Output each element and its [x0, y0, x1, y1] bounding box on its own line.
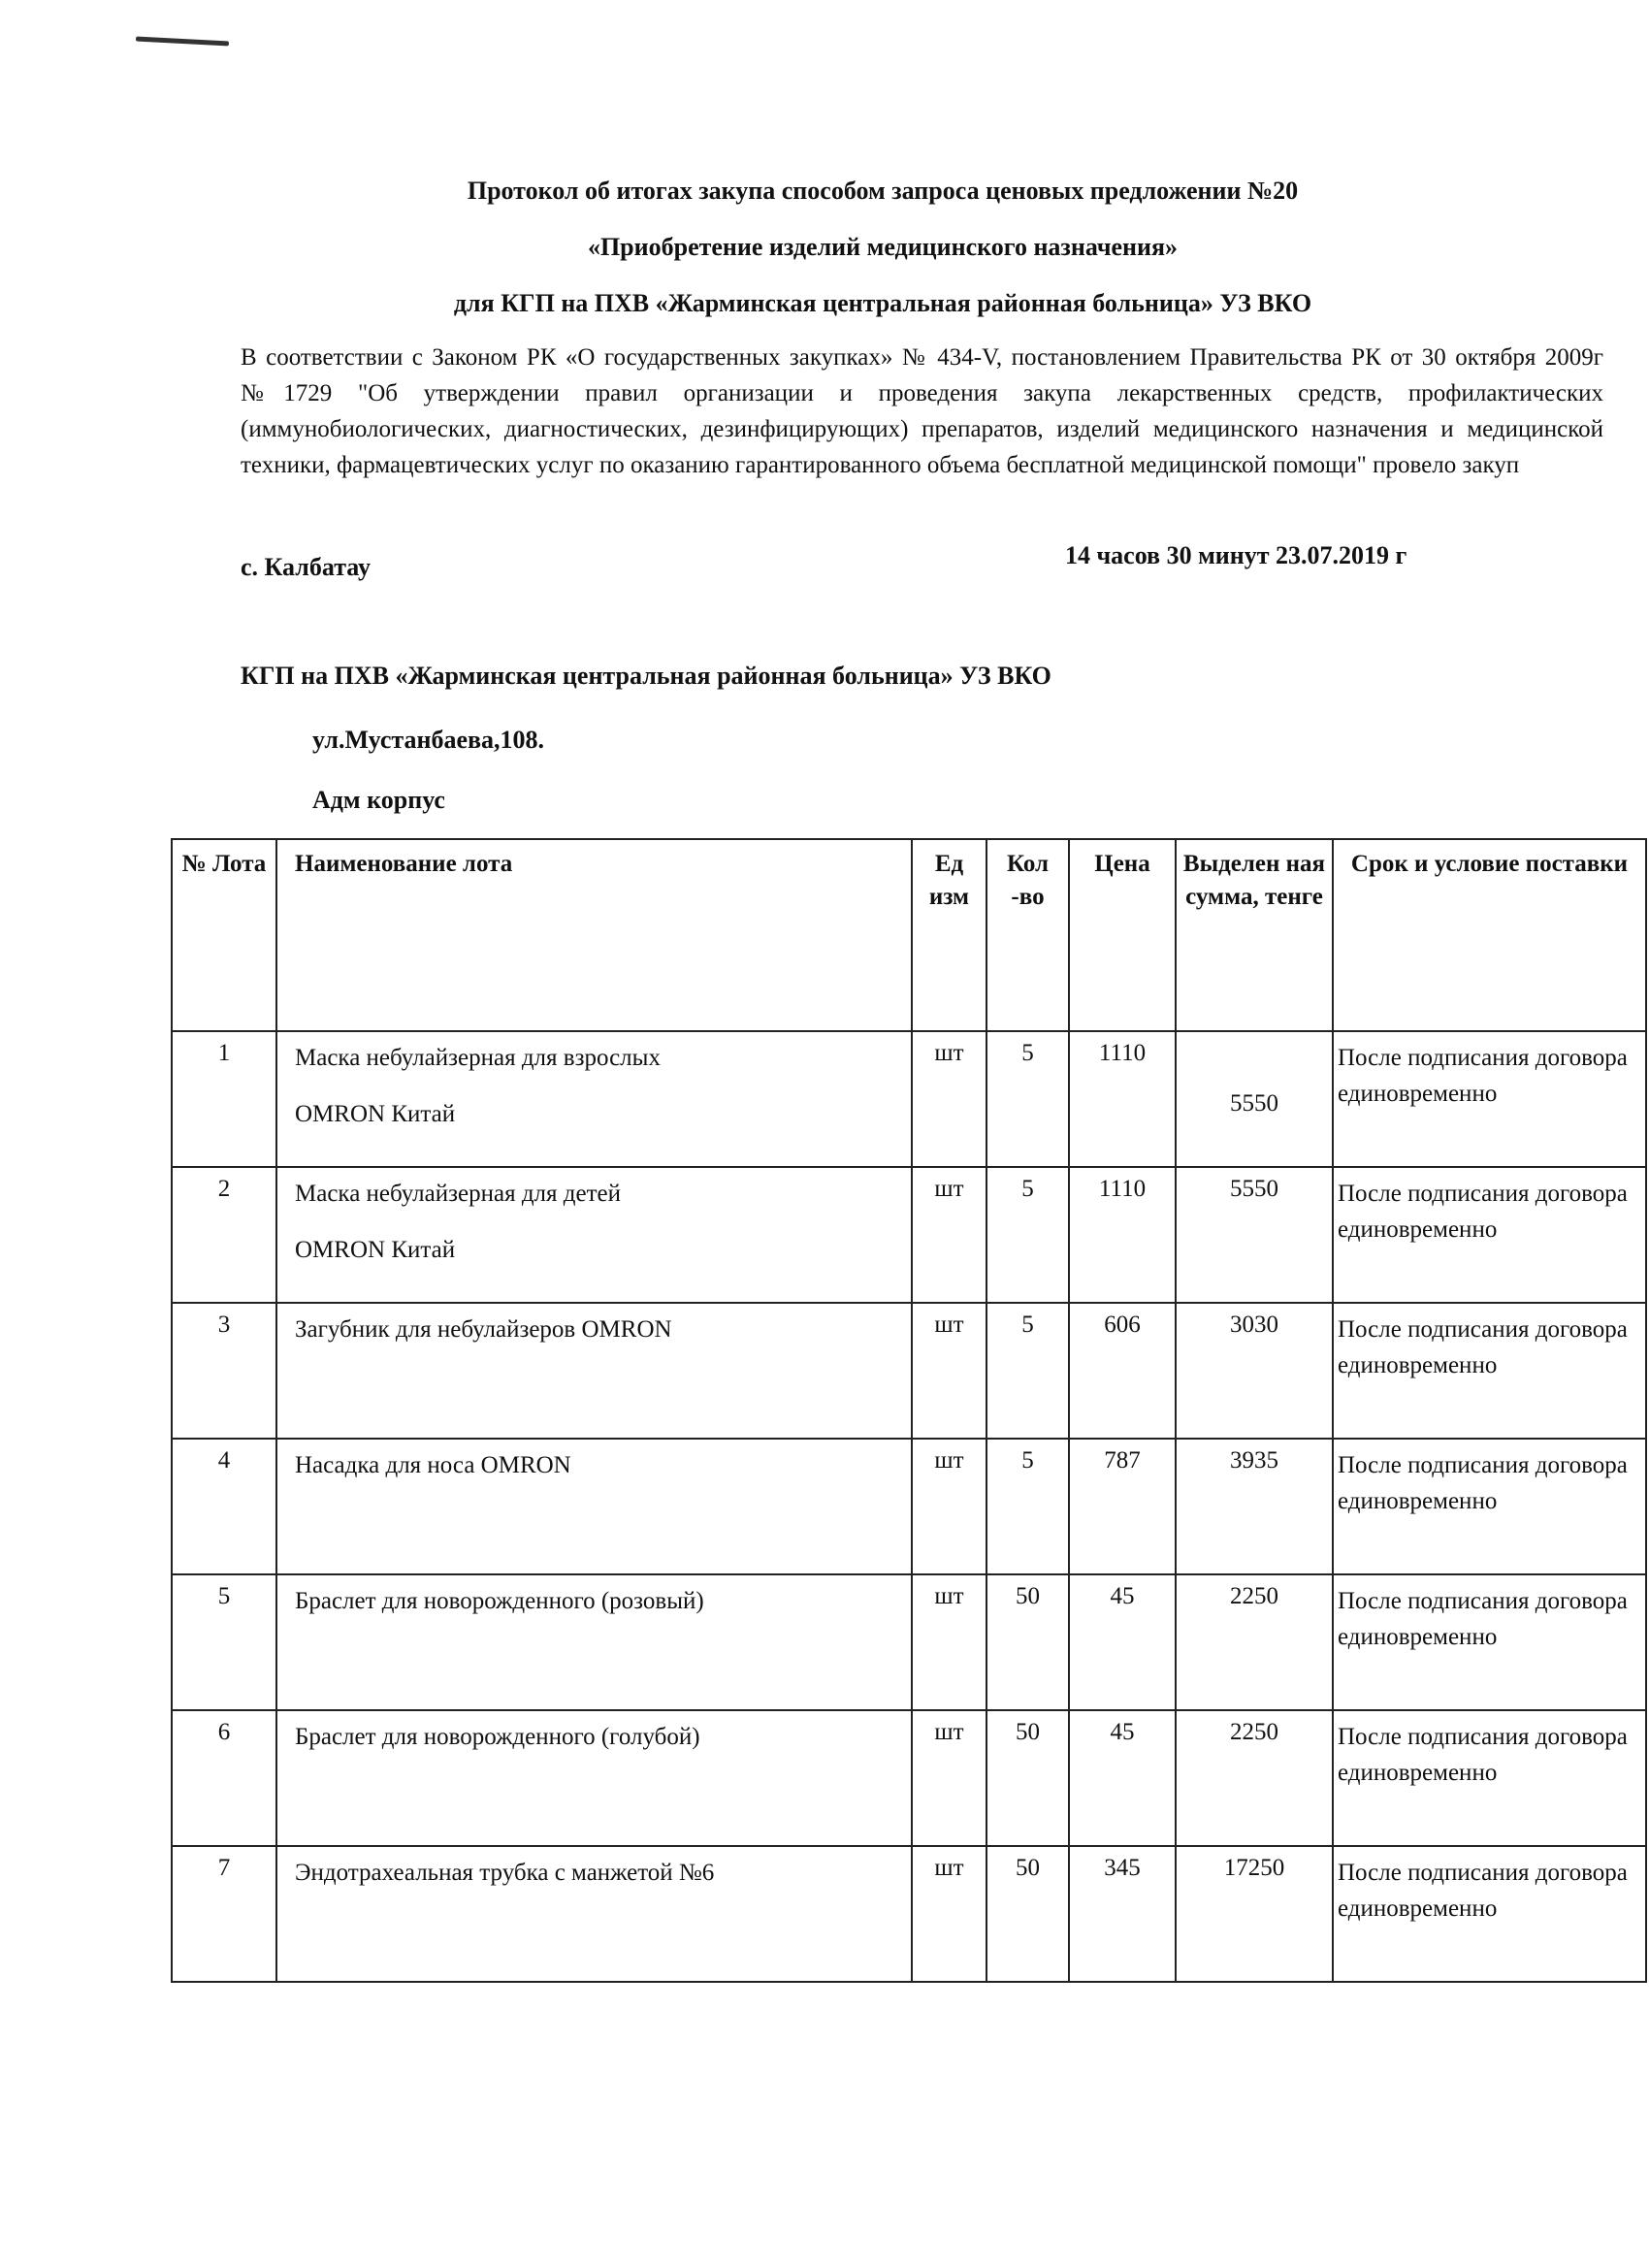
- unit-cell: шт: [912, 1846, 986, 1982]
- table-row: [172, 1574, 1646, 1710]
- delivery-terms-cell: После подписания договора единовременно: [1333, 1710, 1646, 1846]
- lot-name-cell: [276, 1846, 912, 1982]
- sum-cell: 2250: [1176, 1710, 1333, 1846]
- lot-name-cell: [276, 1303, 912, 1439]
- quantity-cell: 5: [986, 1167, 1069, 1303]
- unit-cell: шт: [912, 1031, 986, 1167]
- organization-building: Адм корпус: [312, 786, 445, 814]
- lot-name: Насадка для носа OMRON: [295, 1452, 571, 1478]
- quantity-cell: 5: [986, 1303, 1069, 1439]
- lot-number-cell: 4: [172, 1439, 276, 1574]
- sum-cell: 5550: [1176, 1167, 1333, 1303]
- table-row: [172, 1031, 1646, 1167]
- table-row: [172, 1846, 1646, 1982]
- intro-paragraph: В соответствии с Законом РК «О государственных закупках» № 434-V, постановлением Правительства РК от 30 октября 2009г №1729 "Об утверждении правил организации и проведения закупа лекарственных средств, профилактических (иммунобиологических, диагностических, дезинфицирующих) препаратов, изделий медицинского назначения и медицинской техники, фармацевтических услуг по оказанию гарантированного объема бесплатной медицинской помощи" провело закуп: [241, 344, 1603, 478]
- delivery-terms-cell: После подписания договора единовременно: [1333, 1439, 1646, 1574]
- document-subtitle: «Приобретение изделий медицинского назначения»: [587, 233, 1179, 261]
- lot-name-cell: [276, 1031, 912, 1167]
- lot-number-cell: 2: [172, 1167, 276, 1303]
- organization-address: ул.Мустанбаева,108.: [312, 726, 545, 754]
- sum-cell: 3935: [1176, 1439, 1333, 1574]
- header-unit: Ед изм: [912, 839, 986, 1031]
- delivery-terms-cell: После подписания договора единовременно: [1333, 1574, 1646, 1710]
- lot-name-cell: [276, 1574, 912, 1710]
- lot-number-cell: 6: [172, 1710, 276, 1846]
- unit-cell: шт: [912, 1439, 986, 1574]
- unit-cell: шт: [912, 1167, 986, 1303]
- price-cell: 45: [1069, 1710, 1176, 1846]
- delivery-terms-cell: После подписания договора единовременно: [1333, 1846, 1646, 1982]
- unit-cell: шт: [912, 1303, 986, 1439]
- quantity-cell: 50: [986, 1710, 1069, 1846]
- sum-cell: 17250: [1176, 1846, 1333, 1982]
- lot-number-cell: 3: [172, 1303, 276, 1439]
- organization-name: КГП на ПХВ «Жарминская центральная районная больница» УЗ ВКО: [241, 662, 1051, 690]
- sum-cell: 5550: [1176, 1031, 1333, 1167]
- table-row: [172, 1710, 1646, 1846]
- lot-name: Маска небулайзерная для взрослых: [295, 1045, 661, 1071]
- header-lot-no: № Лота: [172, 839, 276, 1031]
- quantity-cell: 50: [986, 1846, 1069, 1982]
- lot-name: Загубник для небулайзеров OMRON: [295, 1316, 672, 1343]
- delivery-terms-cell: После подписания договора единовременно: [1333, 1031, 1646, 1167]
- price-cell: 45: [1069, 1574, 1176, 1710]
- lot-name: Браслет для новорожденного (голубой): [295, 1724, 700, 1750]
- place: с. Калбатау: [241, 553, 371, 581]
- header-price: Цена: [1069, 839, 1176, 1031]
- price-cell: 606: [1069, 1303, 1176, 1439]
- header-qty: Кол -во: [986, 839, 1069, 1031]
- date-time: 14 часов 30 минут 23.07.2019 г: [1065, 541, 1407, 569]
- lot-number-cell: 1: [172, 1031, 276, 1167]
- price-cell: 1110: [1069, 1031, 1176, 1167]
- document-organization-title: для КГП на ПХВ «Жарминская центральная районная больница» УЗ ВКО: [453, 289, 1312, 317]
- lot-name-cell: [276, 1439, 912, 1574]
- scan-artifact-line: [136, 36, 229, 46]
- lot-number-cell: 5: [172, 1574, 276, 1710]
- delivery-terms-cell: После подписания договора единовременно: [1333, 1303, 1646, 1439]
- header-sum: Выделен ная сумма, тенге: [1176, 839, 1333, 1031]
- lot-number-cell: 7: [172, 1846, 276, 1982]
- unit-cell: шт: [912, 1574, 986, 1710]
- lot-name: Браслет для новорожденного (розовый): [295, 1588, 704, 1614]
- sum-cell: 3030: [1176, 1303, 1333, 1439]
- lot-manufacturer: OMRON Китай: [295, 1101, 456, 1127]
- quantity-cell: 5: [986, 1439, 1069, 1574]
- lot-name-cell: [276, 1167, 912, 1303]
- price-cell: 345: [1069, 1846, 1176, 1982]
- table-header-row: [172, 839, 1646, 1031]
- lot-name: Маска небулайзерная для детей: [295, 1181, 621, 1207]
- sum-cell: 2250: [1176, 1574, 1333, 1710]
- lots-table: [171, 838, 1647, 1983]
- delivery-terms-cell: После подписания договора единовременно: [1333, 1167, 1646, 1303]
- table-row: [172, 1439, 1646, 1574]
- header-name: Наименование лота: [276, 839, 912, 1031]
- quantity-cell: 50: [986, 1574, 1069, 1710]
- unit-cell: шт: [912, 1710, 986, 1846]
- lot-name-cell: [276, 1710, 912, 1846]
- table-row: [172, 1167, 1646, 1303]
- table-row: [172, 1303, 1646, 1439]
- price-cell: 1110: [1069, 1167, 1176, 1303]
- quantity-cell: 5: [986, 1031, 1069, 1167]
- document-title: Протокол об итогах закупа способом запроса ценовых предложении №20: [467, 177, 1299, 205]
- header-terms: Срок и условие поставки: [1333, 839, 1646, 1031]
- lot-manufacturer: OMRON Китай: [295, 1237, 456, 1263]
- lot-name: Эндотрахеальная трубка с манжетой №6: [295, 1860, 715, 1886]
- price-cell: 787: [1069, 1439, 1176, 1574]
